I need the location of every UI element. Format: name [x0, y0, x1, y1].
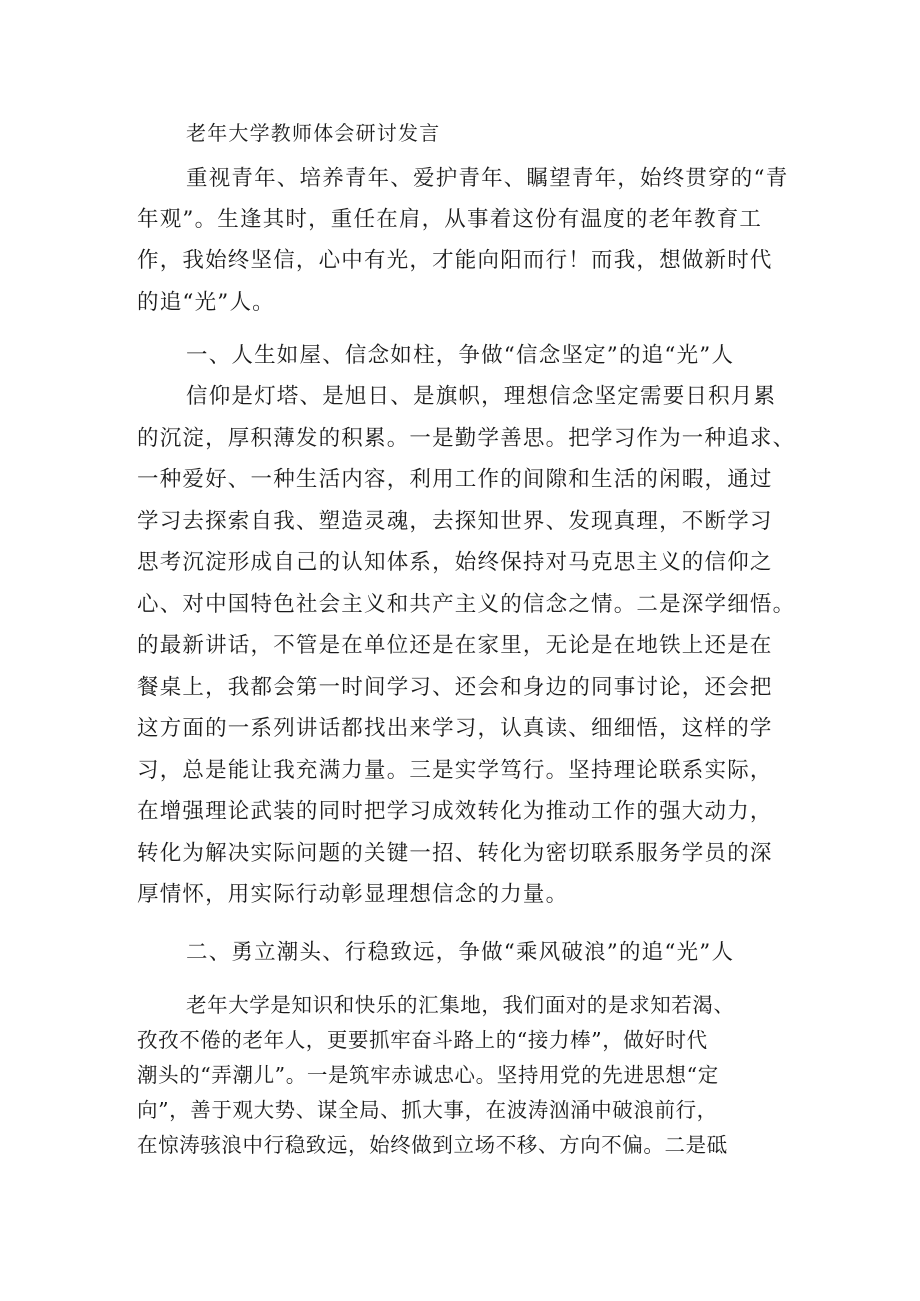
intro-line-2: 年观”。生逢其时，重任在肩，从事着这份有温度的老年教育工	[137, 207, 763, 232]
intro-line-3: 作，我始终坚信，心中有光，才能向阳而行！而我，想做新时代	[137, 248, 773, 273]
section2-line-5: 在惊涛骇浪中行稳致远，始终做到立场不移、方向不偏。二是砥	[137, 1133, 728, 1157]
intro-line-4: 的追“光”人。	[137, 290, 275, 315]
section1-line-13: 厚情怀，用实际行动彰显理想信念的力量。	[137, 882, 569, 907]
section1-line-12: 转化为解决实际问题的关键一招、转化为密切联系服务学员的深	[137, 841, 773, 866]
section1-line-5: 思考沉淀形成自己的认知体系，始终保持对马克思主义的信仰之	[137, 550, 773, 575]
section2-line-1: 老年大学是知识和快乐的汇集地，我们面对的是求知若渴、	[186, 993, 735, 1017]
section2-heading: 二、勇立潮头、行稳致远，争做“乘风破浪”的追“光”人	[186, 940, 735, 965]
section1-line-8: 餐桌上，我都会第一时间学习、还会和身边的同事讨论，还会把	[137, 675, 773, 700]
section1-line-3: 一种爱好、一种生活内容，利用工作的间隙和生活的闲暇，通过	[137, 467, 773, 492]
intro-line-1: 重视青年、培养青年、爱护青年、瞩望青年，始终贯穿的“青	[186, 166, 789, 191]
section2-line-3: 潮头的“弄潮儿”。一是筑牢赤诚忠心。坚持用党的先进思想“定	[137, 1063, 719, 1087]
section1-line-1: 信仰是灯塔、是旭日、是旗帜，理想信念坚定需要日积月累	[186, 384, 777, 409]
section1-line-10: 习，总是能让我充满力量。三是实学笃行。坚持理论联系实际，	[137, 758, 773, 783]
document-title: 老年大学教师体会研讨发言	[186, 121, 441, 145]
section1-heading: 一、人生如屋、信念如柱，争做“信念坚定”的追“光”人	[186, 343, 735, 368]
section1-line-7: 的最新讲话，不管是在单位还是在家里，无论是在地铁上还是在	[137, 633, 773, 658]
section2-line-2: 孜孜不倦的老年人，更要抓牢奋斗路上的“接力棒”，做好时代	[137, 1028, 708, 1052]
section1-line-4: 学习去探索自我、塑造灵魂，去探知世界、发现真理，不断学习	[137, 509, 773, 534]
section1-line-2: 的沉淀，厚积薄发的积累。一是勤学善思。把学习作为一种追求、	[137, 426, 796, 451]
section1-line-6: 心、对中国特色社会主义和共产主义的信念之情。二是深学细悟。	[137, 592, 796, 617]
section2-line-4: 向”，善于观大势、谋全局、抓大事，在波涛汹涌中破浪前行，	[137, 1098, 718, 1122]
section1-line-9: 这方面的一系列讲话都找出来学习，认真读、细细悟，这样的学	[137, 716, 773, 741]
section1-line-11: 在增强理论武装的同时把学习成效转化为推动工作的强大动力，	[137, 799, 773, 824]
